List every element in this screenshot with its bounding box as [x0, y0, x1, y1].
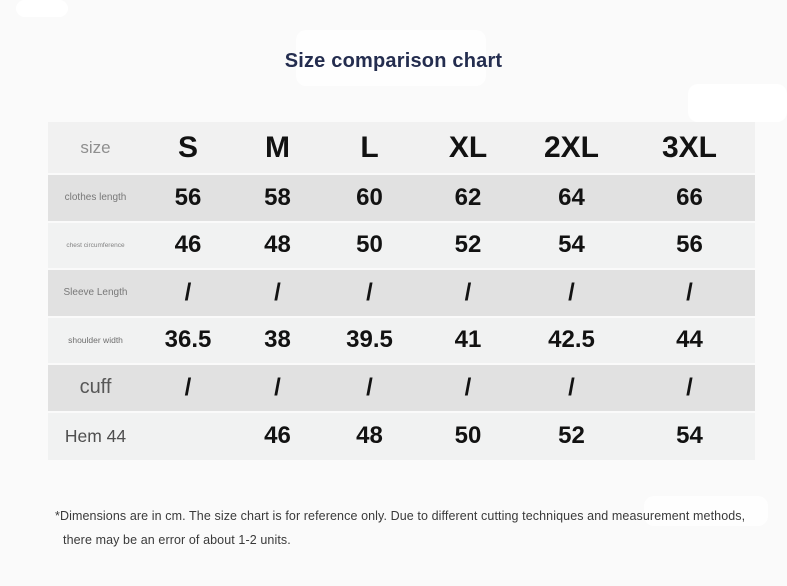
table-cell: / [366, 278, 373, 306]
table-cell: 66 [676, 183, 703, 211]
table-cell: / [464, 373, 472, 401]
footnote-line-2: there may be an error of about 1-2 units. [63, 533, 291, 547]
header-col-2xl: 2XL [543, 130, 600, 164]
table-cell: 48 [264, 231, 291, 259]
table-cell: 42.5 [548, 326, 595, 354]
table-cell: / [184, 373, 192, 401]
watermark-artifact [688, 84, 787, 122]
header-col-xl: XL [448, 130, 488, 164]
table-cell: 56 [676, 231, 703, 259]
header-size-label: size [80, 137, 111, 157]
table-cell: 56 [174, 183, 202, 211]
table-cell: / [686, 278, 693, 306]
table-cell: 50 [356, 231, 383, 259]
table-cell: 52 [454, 231, 482, 259]
table-cell: 46 [264, 422, 291, 450]
row-label: Sleeve Length [63, 287, 128, 299]
table-cell [143, 413, 233, 461]
table-cell: 52 [558, 422, 585, 450]
table-cell: / [366, 373, 373, 401]
table-cell: 41 [454, 326, 482, 354]
table-cell: / [184, 278, 192, 306]
row-label: clothes length [64, 192, 127, 204]
footnote-line-1: *Dimensions are in cm. The size chart is for reference only. Due to different cutting techniques and measurement methods, [55, 509, 746, 523]
row-label: Hem 44 [64, 425, 127, 446]
table-cell: / [568, 373, 575, 401]
table-cell: 62 [454, 183, 482, 211]
row-label: cuff [79, 376, 112, 399]
table-row-clothes-length [48, 175, 755, 223]
table-header-row [48, 122, 755, 175]
table-cell: 58 [264, 183, 291, 211]
table-row-hem [48, 413, 755, 461]
table-cell: 48 [356, 422, 383, 450]
table-row-shoulder-width [48, 318, 755, 366]
table-cell: 54 [676, 422, 703, 450]
header-col-s: S [177, 130, 198, 164]
table-cell: 44 [676, 326, 703, 354]
table-cell: / [274, 278, 281, 306]
table-cell: 60 [356, 183, 383, 211]
table-cell: 38 [264, 326, 291, 354]
table-cell: 54 [558, 231, 585, 259]
table-cell: 50 [454, 422, 482, 450]
table-row-cuff [48, 365, 755, 413]
header-col-m: M [265, 130, 290, 164]
header-col-l: L [360, 130, 379, 164]
table-row-sleeve-length [48, 270, 755, 318]
table-cell: / [568, 278, 575, 306]
table-cell: / [274, 373, 281, 401]
watermark-artifact [16, 0, 68, 17]
table-row-chest-circumference [48, 223, 755, 271]
row-label: chest circumference [66, 241, 125, 249]
page-title: Size comparison chart [284, 50, 503, 72]
table-cell: 46 [174, 231, 202, 259]
table-cell: / [464, 278, 472, 306]
table-cell: 36.5 [164, 326, 212, 354]
table-cell: 39.5 [346, 326, 393, 354]
size-comparison-table [48, 122, 755, 460]
header-col-3xl: 3XL [661, 130, 718, 164]
row-label: shoulder width [68, 335, 123, 346]
table-cell: 64 [558, 183, 585, 211]
table-cell: / [686, 373, 693, 401]
